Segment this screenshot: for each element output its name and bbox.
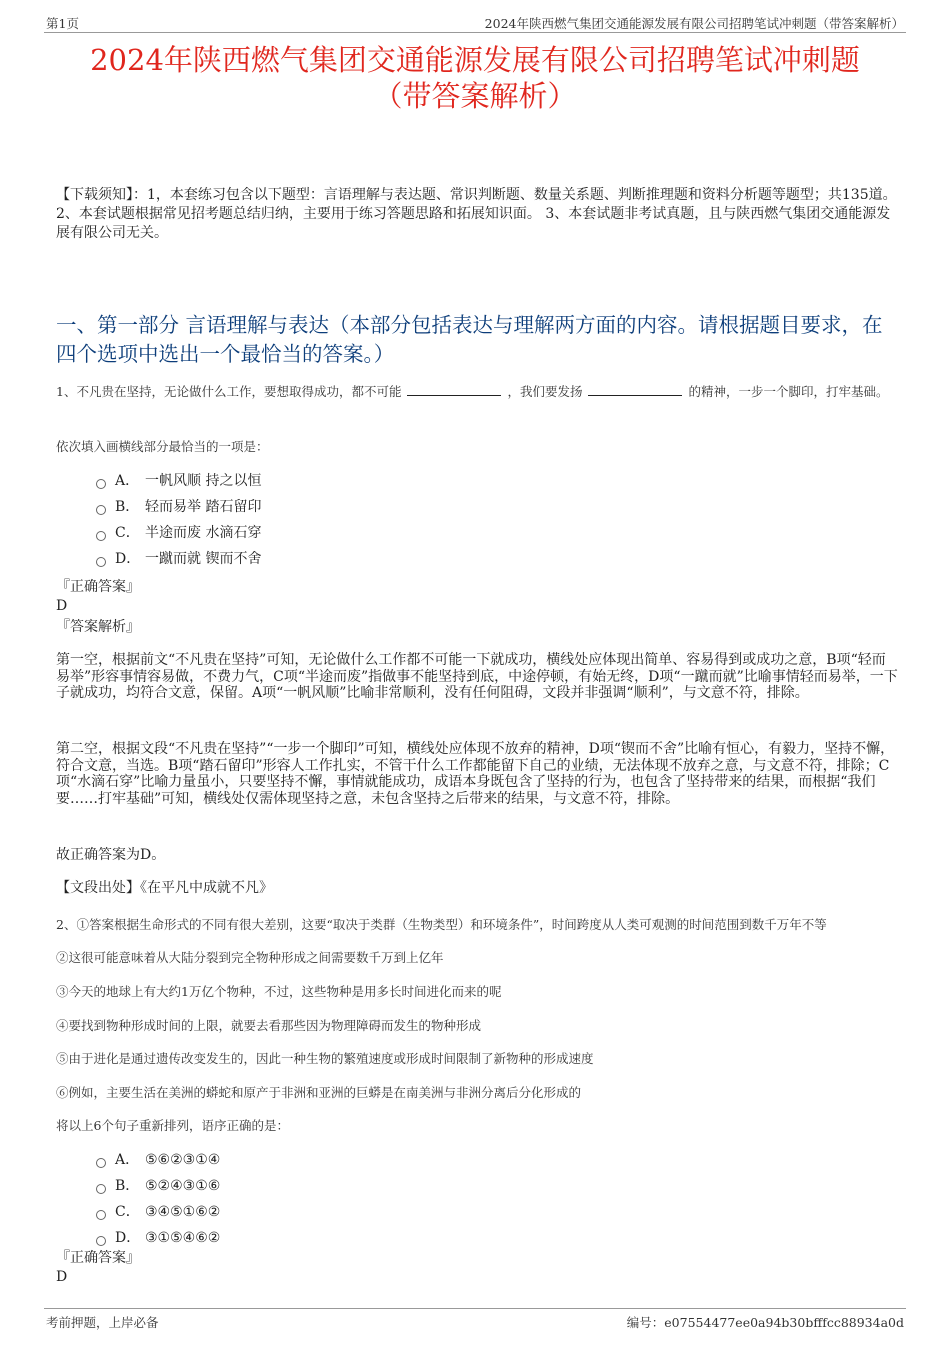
q2-sentence-3: ③今天的地球上有大约1万亿个物种，不过，这些物种是用多长时间进化而来的呢 bbox=[56, 984, 502, 999]
q1-option-d[interactable] bbox=[96, 546, 261, 572]
option-text: 轻而易举 踏石留印 bbox=[145, 499, 262, 515]
option-letter: A． bbox=[115, 473, 140, 489]
footer-divider bbox=[44, 1308, 906, 1309]
option-text: ③①⑤④⑥② bbox=[145, 1230, 221, 1246]
q1-analysis-label: 『答案解析』 bbox=[56, 619, 140, 635]
q1-conclusion: 故正确答案为D。 bbox=[56, 847, 166, 863]
q1-option-a[interactable] bbox=[96, 468, 261, 494]
radio-icon[interactable] bbox=[96, 505, 106, 515]
title-line-2: （带答案解析） bbox=[373, 79, 577, 113]
radio-icon[interactable] bbox=[96, 1210, 106, 1220]
header-divider bbox=[44, 32, 906, 33]
option-text: 一蹴而就 锲而不舍 bbox=[145, 551, 262, 567]
option-letter: B． bbox=[115, 1178, 140, 1194]
radio-icon[interactable] bbox=[96, 557, 106, 567]
q2-sentence-6: ⑥例如，主要生活在美洲的蟒蛇和原产于非洲和亚洲的巨蟒是在南美洲与非洲分离后分化形成的 bbox=[56, 1085, 582, 1100]
option-letter: B． bbox=[115, 499, 140, 515]
q1-answer: D bbox=[56, 598, 68, 614]
q1-option-c[interactable] bbox=[96, 520, 261, 546]
page-number: 第1页 bbox=[46, 16, 79, 31]
footer-slogan: 考前押题，上岸必备 bbox=[46, 1315, 159, 1330]
q1-blank-1 bbox=[407, 383, 501, 396]
q1-answer-label: 『正确答案』 bbox=[56, 579, 140, 595]
q2-sentence-4: ④要找到物种形成时间的上限，就要去看那些因为物理障碍而发生的物种形成 bbox=[56, 1018, 482, 1033]
option-text: 半途而废 水滴石穿 bbox=[145, 525, 262, 541]
option-letter: C． bbox=[115, 525, 140, 541]
q1-stem-part3: 的精神，一步一个脚印，打牢基础。 bbox=[688, 384, 889, 399]
section-title: 一、第一部分 言语理解与表达（本部分包括表达与理解两方面的内容。请根据题目要求，在四个选项中选出一个最恰当的答案。） bbox=[56, 313, 883, 366]
q2-sentence-5: ⑤由于进化是通过遗传改变发生的，因此一种生物的繁殖速度或形成时间限制了新物种的形成速度 bbox=[56, 1051, 594, 1066]
footer-serial: 编号：e07554477ee0a94b30bfffcc88934a0d bbox=[626, 1315, 904, 1330]
q1-stem-part2: ，我们要发扬 bbox=[507, 384, 583, 399]
radio-icon[interactable] bbox=[96, 1158, 106, 1168]
q2-option-a[interactable] bbox=[96, 1147, 220, 1173]
q2-option-b[interactable] bbox=[96, 1173, 220, 1199]
option-text: 一帆风顺 持之以恒 bbox=[145, 473, 262, 489]
q2-sentence-1: 2、①答案根据生命形式的不同有很大差别，这要“取决于类群（生物类型）和环境条件”，时间跨度从人类可观测的时间范围到数千万年不等 bbox=[56, 917, 827, 932]
download-notice: 【下载须知】：1，本套练习包含以下题型：言语理解与表达题、常识判断题、数量关系题、判断推理题和资料分析题等题型；共135道。 2、本套试题根据常见招考题总结归纳，主要用于练习答题思路和拓展知识面。 3、本套试题非考试真题，且与陕西燃气集团交通能源发展有限公司无关。 bbox=[56, 187, 897, 241]
q2-answer: D bbox=[56, 1269, 68, 1285]
radio-icon[interactable] bbox=[96, 1184, 106, 1194]
q1-blank-2 bbox=[588, 383, 682, 396]
q1-instruction: 依次填入画横线部分最恰当的一项是： bbox=[56, 439, 269, 454]
option-letter: D． bbox=[115, 1230, 141, 1246]
q1-stem-part1: 1、不凡贵在坚持，无论做什么工作，要想取得成功，都不可能 bbox=[56, 384, 402, 399]
title-line-1: 2024年陕西燃气集团交通能源发展有限公司招聘笔试冲刺题 bbox=[90, 43, 860, 77]
q2-answer-label: 『正确答案』 bbox=[56, 1250, 140, 1266]
option-text: ③④⑤①⑥② bbox=[145, 1204, 221, 1220]
radio-icon[interactable] bbox=[96, 1236, 106, 1246]
q2-option-d[interactable] bbox=[96, 1225, 220, 1251]
option-text: ⑤⑥②③①④ bbox=[145, 1152, 221, 1168]
q1-analysis-para-1: 第一空，根据前文“不凡贵在坚持”可知，无论做什么工作都不可能一下就成功，横线处应体现出简单、容易得到或成功之意，B项“轻而易举”形容事情容易做，不费力气，C项“半途而废”指做事不能坚持到底，中途停顿，有始无终，D项“一蹴而就”比喻事情轻而易举，一下子就成功，均符合文意，保留。A项“一帆风顺”比喻非常顺利，没有任何阻碍，文段并非强调“顺利”，与文意不符，排除。 bbox=[56, 652, 898, 701]
option-letter: D． bbox=[115, 551, 141, 567]
q1-options bbox=[96, 468, 261, 572]
q1-option-b[interactable] bbox=[96, 494, 261, 520]
document-title bbox=[40, 42, 910, 114]
q1-stem bbox=[56, 382, 898, 401]
radio-icon[interactable] bbox=[96, 531, 106, 541]
option-letter: C． bbox=[115, 1204, 140, 1220]
q1-source: 【文段出处】《在平凡中成就不凡》 bbox=[56, 880, 273, 896]
q2-instruction: 将以上6个句子重新排列，语序正确的是： bbox=[56, 1118, 289, 1133]
option-letter: A． bbox=[115, 1152, 140, 1168]
q2-options bbox=[96, 1147, 220, 1251]
radio-icon[interactable] bbox=[96, 479, 106, 489]
q1-analysis-para-2: 第二空，根据文段“不凡贵在坚持”“一步一个脚印”可知，横线处应体现不放弃的精神，D项“锲而不舍”比喻有恒心，有毅力，坚持不懈，符合文意，当选。B项“踏石留印”形容人工作扎实，不管干什么工作都能留下自己的业绩，无法体现不放弃之意，与文意不符，排除；C项“水滴石穿”比喻力量虽小，只要坚持不懈，事情就能成功，成语本身既包含了坚持的行为，也包含了坚持带来的结果，而根据“我们要……打牢基础”可知，横线处仅需体现坚持之意，未包含坚持之后带来的结果，与文意不符，排除。 bbox=[56, 741, 895, 807]
q2-sentence-2: ②这很可能意味着从大陆分裂到完全物种形成之间需要数千万到上亿年 bbox=[56, 950, 444, 965]
header-doc-title: 2024年陕西燃气集团交通能源发展有限公司招聘笔试冲刺题（带答案解析） bbox=[484, 16, 904, 31]
option-text: ⑤②④③①⑥ bbox=[145, 1178, 221, 1194]
q2-option-c[interactable] bbox=[96, 1199, 220, 1225]
